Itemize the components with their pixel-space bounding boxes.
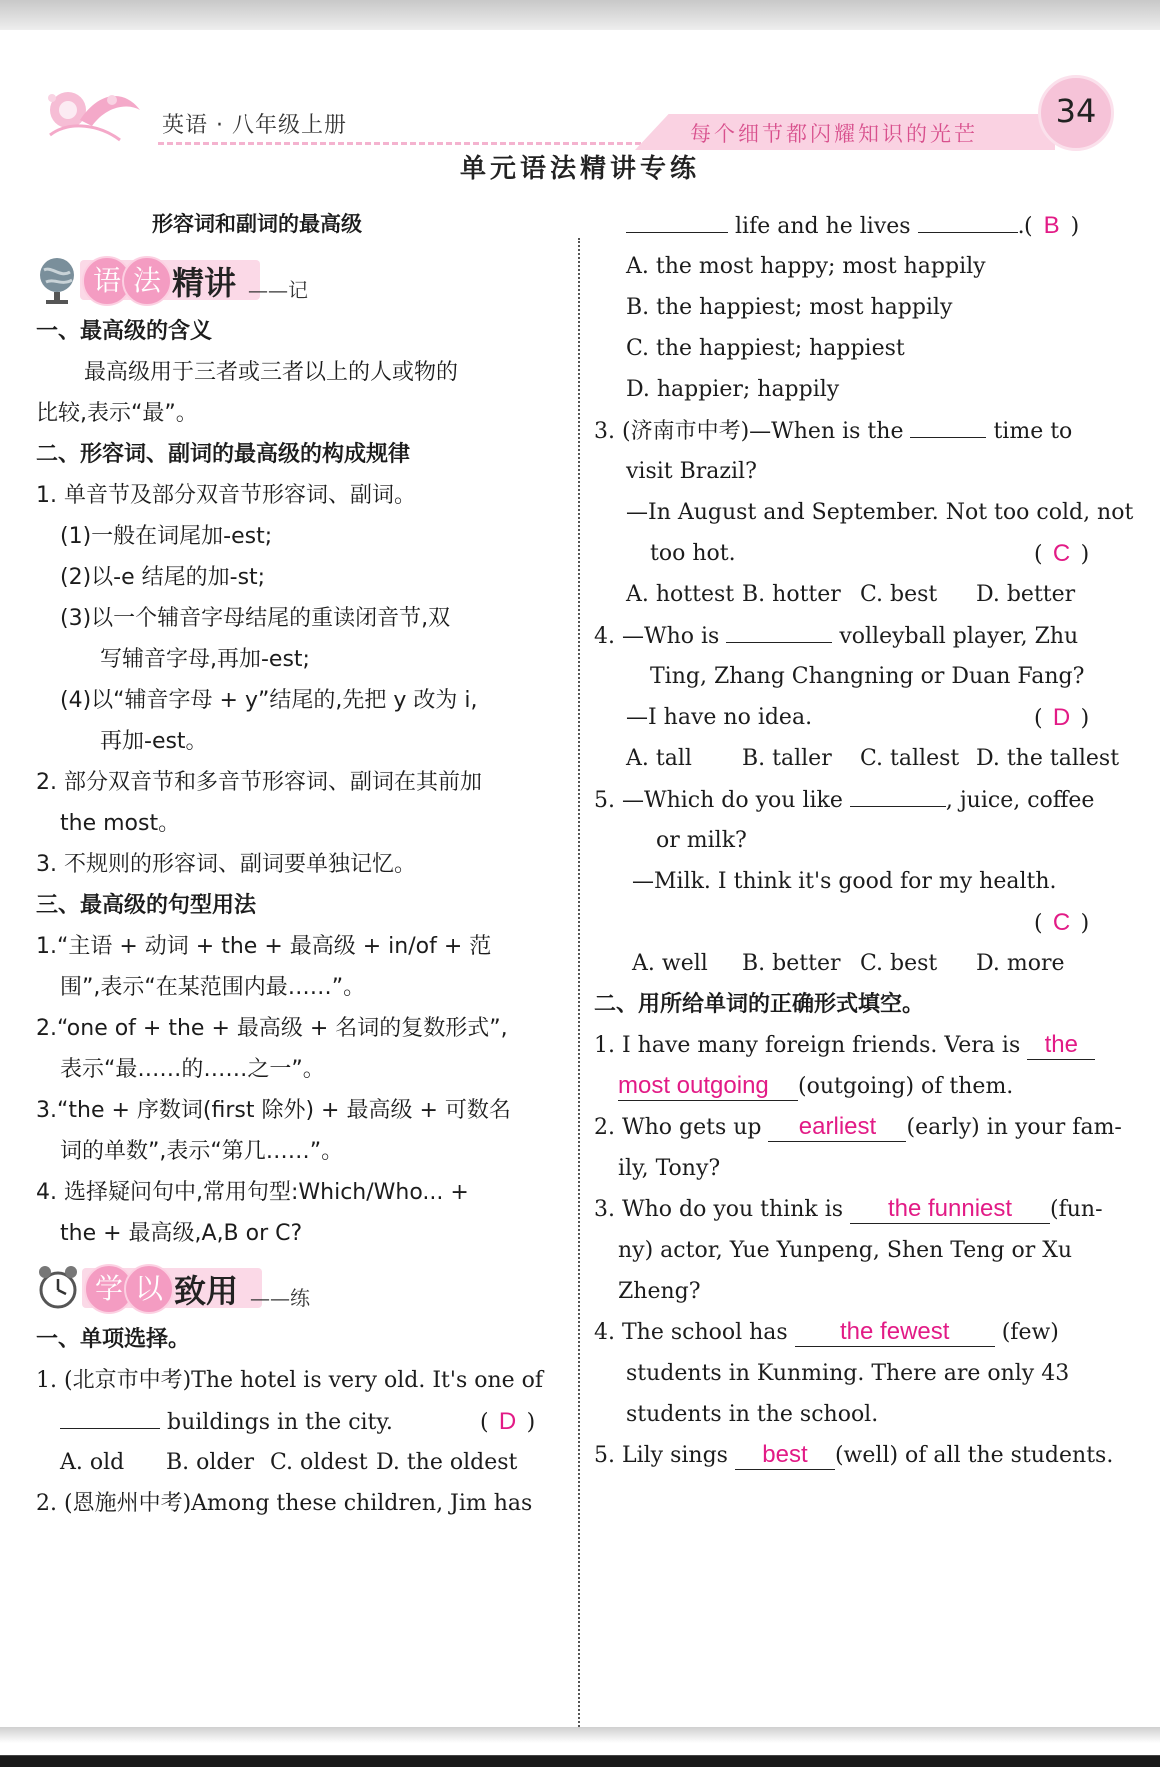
fill-3-line-1 (594, 1192, 1103, 1228)
question-3-line-3: —In August and September. Not too cold, not (626, 500, 1134, 525)
page-number-badge (1038, 75, 1114, 151)
grammar-line: 围”,表示“在某范围内最……”。 (60, 975, 366, 1000)
alarm-clock-icon (36, 1262, 80, 1314)
grammar-line: 3. 不规则的形容词、副词要单独记忆。 (36, 852, 416, 877)
question-2-answer: B (1043, 212, 1060, 239)
grammar-line: the most。 (60, 811, 181, 836)
question-2-line-1: 2. (恩施州中考)Among these children, Jim has (36, 1491, 533, 1516)
fill-5-line-1 (594, 1438, 1113, 1474)
question-2-option: C. the happiest; happiest (626, 336, 905, 361)
question-2-option: B. the happiest; most happily (626, 295, 953, 320)
grammar-banner-char-2: 法 (122, 256, 172, 306)
question-1-option: C. oldest (270, 1450, 368, 1475)
fill-5-text: (well) of all the students. (834, 1443, 1114, 1468)
question-5-text: , juice, coffee (945, 788, 1095, 813)
fill-1-answer-a: the (1027, 1031, 1095, 1060)
question-2-option: D. happier; happily (626, 377, 840, 402)
paren-close: ) (1070, 214, 1080, 239)
question-3-line-2: visit Brazil? (626, 459, 757, 484)
fill-3-line-2: ny) actor, Yue Yunpeng, Shen Teng or Xu (618, 1238, 1073, 1263)
answer-blank (626, 208, 728, 233)
question-4-option: D. the tallest (976, 746, 1120, 771)
question-2-line-2: life and he lives . (626, 208, 1025, 245)
question-4-line-3: —I have no idea. (626, 705, 813, 730)
part2-heading: 二、用所给单词的正确形式填空。 (594, 992, 925, 1017)
paren-close: ) (1080, 542, 1090, 567)
header-dashed-rule (158, 142, 668, 145)
fill-1-text: (outgoing) of them. (798, 1074, 1014, 1099)
paren-open: ( (1034, 706, 1043, 731)
question-1-answer: D (498, 1408, 517, 1435)
part1-heading: 一、单项选择。 (36, 1327, 191, 1352)
fill-3-text: (fun- (1050, 1197, 1103, 1222)
grammar-line: (3)以一个辅音字母结尾的重读闭音节,双 (60, 606, 451, 631)
fill-1-line-1 (594, 1028, 1095, 1064)
grammar-line: 1.“主语 + 动词 + the + 最高级 + in/of + 范 (36, 934, 492, 959)
grammar-banner-title: 精讲 (172, 264, 237, 302)
question-4-answer-box (1034, 700, 1089, 737)
grammar-line: 比较,表示“最”。 (36, 401, 198, 426)
practice-banner-suffix: ——练 (250, 1286, 310, 1310)
grammar-line: 一、最高级的含义 (36, 319, 213, 344)
grammar-line: 2. 部分双音节和多音节形容词、副词在其前加 (36, 770, 482, 795)
question-3-line-4: too hot. (650, 541, 736, 566)
answer-blank (918, 208, 1018, 233)
practice-banner-char-1: 学 (84, 1264, 134, 1314)
grammar-line: 2.“one of + the + 最高级 + 名词的复数形式”, (36, 1016, 508, 1041)
question-4-answer: D (1052, 704, 1071, 731)
question-4-line-2: Ting, Zhang Changning or Duan Fang? (650, 664, 1085, 689)
question-5-line-3: —Milk. I think it's good for my health. (632, 869, 1057, 894)
topic-heading: 形容词和副词的最高级 (152, 212, 362, 236)
fill-1-line-2 (618, 1069, 1013, 1105)
answer-blank (726, 618, 832, 643)
grammar-line: 词的单数”,表示“第几……”。 (60, 1139, 344, 1164)
paren-open: ( (1034, 542, 1043, 567)
column-divider (578, 238, 580, 1738)
fill-2-line-1 (594, 1110, 1122, 1146)
fill-1-text: 1. I have many foreign friends. Vera is (594, 1033, 1021, 1058)
question-3-option: C. best (860, 582, 938, 607)
question-4-option: A. tall (626, 746, 692, 771)
paren-close: ) (1080, 706, 1090, 731)
question-5-option: B. better (742, 951, 841, 976)
practice-banner-char-2: 以 (124, 1264, 174, 1314)
grammar-line: 再加-est。 (100, 729, 208, 754)
question-5-line-1 (594, 782, 1094, 819)
question-3-option: A. hottest (626, 582, 735, 607)
fill-4-text: 4. The school has (594, 1320, 788, 1345)
question-3-line-1 (594, 413, 1072, 450)
fill-2-text: 2. Who gets up (594, 1115, 762, 1140)
page-title: 单元语法精讲专练 (459, 154, 700, 184)
practice-banner (36, 1258, 336, 1318)
flower-flourish-decoration (40, 80, 150, 150)
question-4-text: 4. —Who is (594, 624, 720, 649)
question-4-option: C. tallest (860, 746, 960, 771)
grammar-line: 3.“the + 序数词(first 除外) + 最高级 + 可数名 (36, 1098, 511, 1123)
question-1-option: D. the oldest (376, 1450, 518, 1475)
answer-blank (850, 782, 946, 807)
grammar-banner-char-1: 语 (82, 256, 132, 306)
question-4-option: B. taller (742, 746, 832, 771)
grammar-line: (1)一般在词尾加-est; (60, 524, 273, 549)
question-1-line-2 (60, 1404, 393, 1441)
question-1-option: B. older (166, 1450, 255, 1475)
question-1-option: A. old (60, 1450, 125, 1475)
question-5-text: 5. —Which do you like (594, 788, 843, 813)
fill-3-text: 3. Who do you think is (594, 1197, 844, 1222)
fill-3-answer: the funniest (850, 1195, 1050, 1224)
question-5-answer-box (1034, 905, 1089, 942)
fill-4-text: (few) (1001, 1320, 1059, 1345)
grammar-line: (4)以“辅音字母 + y”结尾的,先把 y 改为 i, (60, 688, 478, 713)
question-3-text: 3. (济南市中考)—When is the (594, 419, 904, 444)
globe-icon (36, 254, 78, 306)
fill-2-text: (early) in your fam- (906, 1115, 1122, 1140)
question-3-answer: C (1052, 540, 1071, 567)
fill-2-line-2: ily, Tony? (618, 1156, 721, 1181)
fill-3-line-3: Zheng? (618, 1279, 701, 1304)
fill-4-line-2: students in Kunming. There are only 43 (626, 1361, 1070, 1386)
fill-5-answer: best (735, 1441, 835, 1470)
question-2-answer-box (1024, 208, 1079, 245)
question-3-option: B. hotter (742, 582, 841, 607)
grammar-line: 三、最高级的句型用法 (36, 893, 257, 918)
grammar-banner (36, 250, 336, 310)
paren-open: ( (1034, 911, 1043, 936)
question-3-answer-box (1034, 536, 1089, 573)
grammar-line: 二、形容词、副词的最高级的构成规律 (36, 442, 411, 467)
bottom-bar (0, 1727, 1160, 1767)
workbook-page (0, 30, 1160, 1727)
question-1-text: buildings in the city. (167, 1410, 393, 1435)
grammar-line: 表示“最……的……之一”。 (60, 1057, 325, 1082)
paren-close: ) (526, 1410, 536, 1435)
question-2-option: A. the most happy; most happily (626, 254, 986, 279)
page-number: 34 (1055, 92, 1097, 130)
fill-2-answer: earliest (768, 1113, 906, 1142)
grammar-line: 1. 单音节及部分双音节形容词、副词。 (36, 483, 416, 508)
grammar-line: 写辅音字母,再加-est; (100, 647, 310, 672)
fill-4-line-1 (594, 1315, 1059, 1351)
grammar-line: 最高级用于三者或三者以上的人或物的 (84, 360, 459, 385)
grammar-line: 4. 选择疑问句中,常用句型:Which/Who... + (36, 1180, 469, 1205)
question-3-option: D. better (976, 582, 1076, 607)
question-5-line-2: or milk? (656, 828, 747, 853)
page-header (40, 50, 1120, 160)
question-3-text: time to (993, 419, 1073, 444)
question-5-option: D. more (976, 951, 1065, 976)
paren-close: ) (1080, 911, 1090, 936)
fill-1-answer-b: most outgoing (618, 1072, 798, 1101)
grammar-line: (2)以-e 结尾的加-st; (60, 565, 266, 590)
paren-open: ( (480, 1410, 489, 1435)
question-5-answer: C (1052, 909, 1071, 936)
paren-open: ( (1024, 214, 1033, 239)
question-5-option: A. well (632, 951, 708, 976)
question-1-line-1: 1. (北京市中考)The hotel is very old. It's one of (36, 1368, 544, 1393)
grammar-banner-suffix: ——记 (248, 278, 308, 302)
book-subject: 英语 · 八年级上册 (162, 113, 347, 138)
question-5-option: C. best (860, 951, 938, 976)
question-1-answer-box (480, 1404, 535, 1441)
answer-blank (910, 413, 986, 438)
question-4-text: volleyball player, Zhu (839, 624, 1079, 649)
fill-5-text: 5. Lily sings (594, 1443, 728, 1468)
grammar-line: the + 最高级,A,B or C? (60, 1221, 303, 1246)
top-bar (0, 0, 1160, 30)
question-4-line-1 (594, 618, 1078, 655)
answer-blank (60, 1404, 160, 1429)
fill-4-line-3: students in the school. (626, 1402, 879, 1427)
header-motto: 每个细节都闪耀知识的光芒 (690, 122, 978, 146)
practice-banner-title: 致用 (174, 1272, 239, 1310)
fill-4-answer: the fewest (795, 1318, 995, 1347)
question-2-text: life and he lives (735, 214, 911, 239)
